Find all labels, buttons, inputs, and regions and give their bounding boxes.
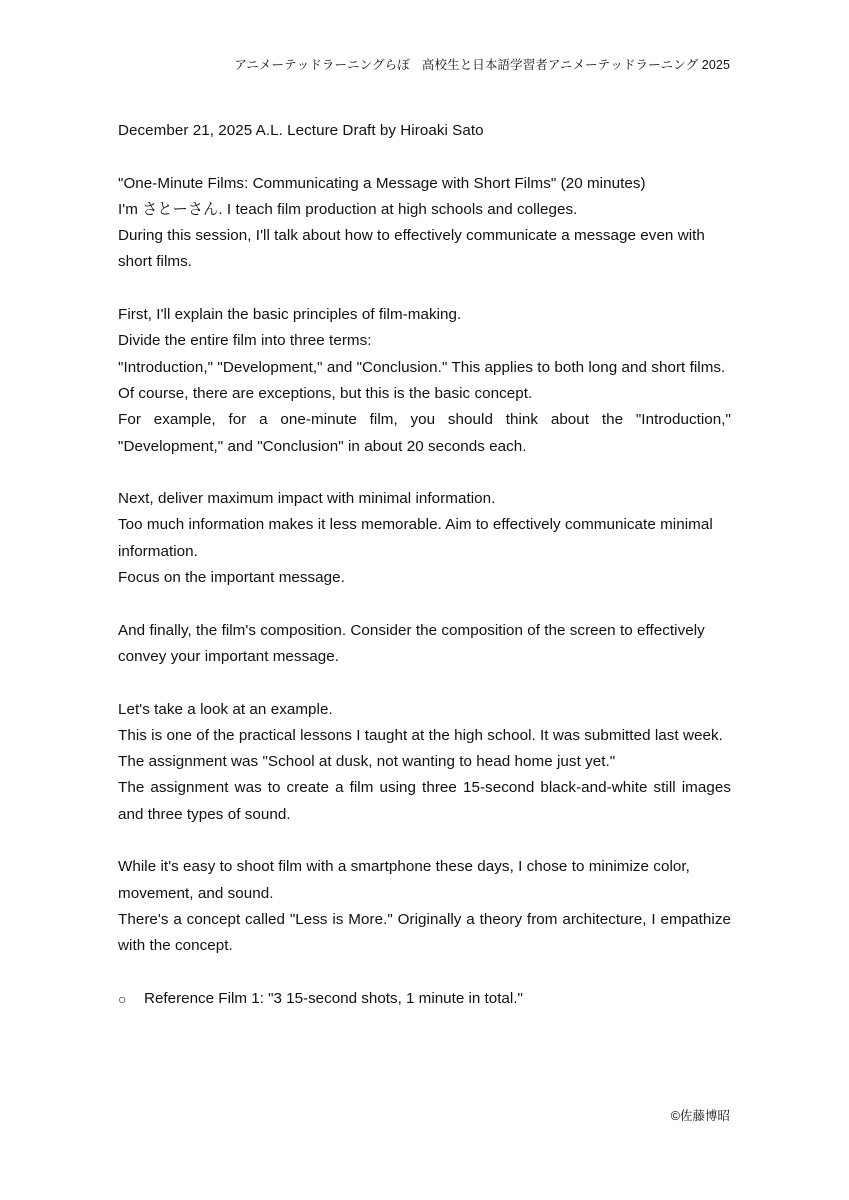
paragraph-example-lesson: This is one of the practical lessons I taught at the high school. It was submitted last week. (118, 726, 723, 744)
paragraph-minimal-body: Too much information makes it less memorable. Aim to effectively communicate minimal information. (118, 516, 713, 560)
paragraph-example-assignment-spec: The assignment was to create a film using three 15-second black-and-white still images and three types of sound. (118, 779, 731, 823)
paragraph-gap (118, 460, 731, 486)
reference-film-label: Reference Film 1: "3 15-second shots, 1 minute in total." (144, 989, 523, 1007)
paragraph-composition: And finally, the film's composition. Consider the composition of the screen to effectively convey your important message. (118, 621, 705, 665)
principles-line-1: First, I'll explain the basic principles of film-making. (118, 306, 462, 324)
paragraph-principles-terms: "Introduction," "Development," and "Conclusion." This applies to both long and short films. (118, 358, 726, 376)
paragraph-gap (118, 670, 731, 696)
paragraph-principles-intro (118, 302, 731, 355)
paragraph-intro (118, 171, 731, 276)
paragraph-gap (118, 591, 731, 617)
header-title: 高校生と日本語学習者アニメーテッドラーニング 2025 (421, 58, 730, 72)
footer-copyright: ©佐藤博昭 (670, 1109, 730, 1123)
reference-film-item (118, 986, 731, 1012)
paragraph-minimal-focus: Focus on the important message. (118, 569, 345, 587)
paragraph-example-assignment-theme: The assignment was "School at dusk, not wanting to head home just yet." (118, 753, 616, 771)
paragraph-gap (118, 960, 731, 986)
paragraph-gap (118, 276, 731, 302)
paragraph-gap (118, 144, 731, 170)
paragraph-principles-example: For example, for a one-minute film, you should think about the "Introduction," "Development," and "Conclusion" in about 20 seconds each. (118, 411, 731, 455)
circle-bullet-icon: ○ (118, 990, 127, 1007)
intro-line-1: "One-Minute Films: Communicating a Message with Short Films" (20 minutes) (118, 174, 646, 192)
paragraph-minimal-lead: Next, deliver maximum impact with minimal information. (118, 490, 496, 508)
byline-paragraph (118, 118, 731, 144)
intro-line-3: During this session, I'll talk about how to effectively communicate a message even with short films. (118, 227, 705, 271)
principles-line-2: Divide the entire film into three terms: (118, 332, 372, 350)
header-organization: アニメーテッドラーニングらぼ (234, 58, 410, 72)
paragraph-principles-exceptions: Of course, there are exceptions, but this is the basic concept. (118, 384, 533, 402)
paragraph-less-is-more: There's a concept called "Less is More." Originally a theory from architecture, I empathize with the concept. (118, 910, 731, 955)
running-header (118, 56, 730, 74)
paragraph-gap (118, 828, 731, 854)
document-body (118, 118, 731, 1012)
intro-line-2: I'm さとーさん. I teach film production at high schools and colleges. (118, 200, 578, 218)
paragraph-example-lead: Let's take a look at an example. (118, 700, 333, 718)
paragraph-minimize: While it's easy to shoot film with a smartphone these days, I chose to minimize color, movement, and sound. (118, 858, 690, 902)
byline-text: December 21, 2025 A.L. Lecture Draft by Hiroaki Sato (118, 122, 484, 139)
